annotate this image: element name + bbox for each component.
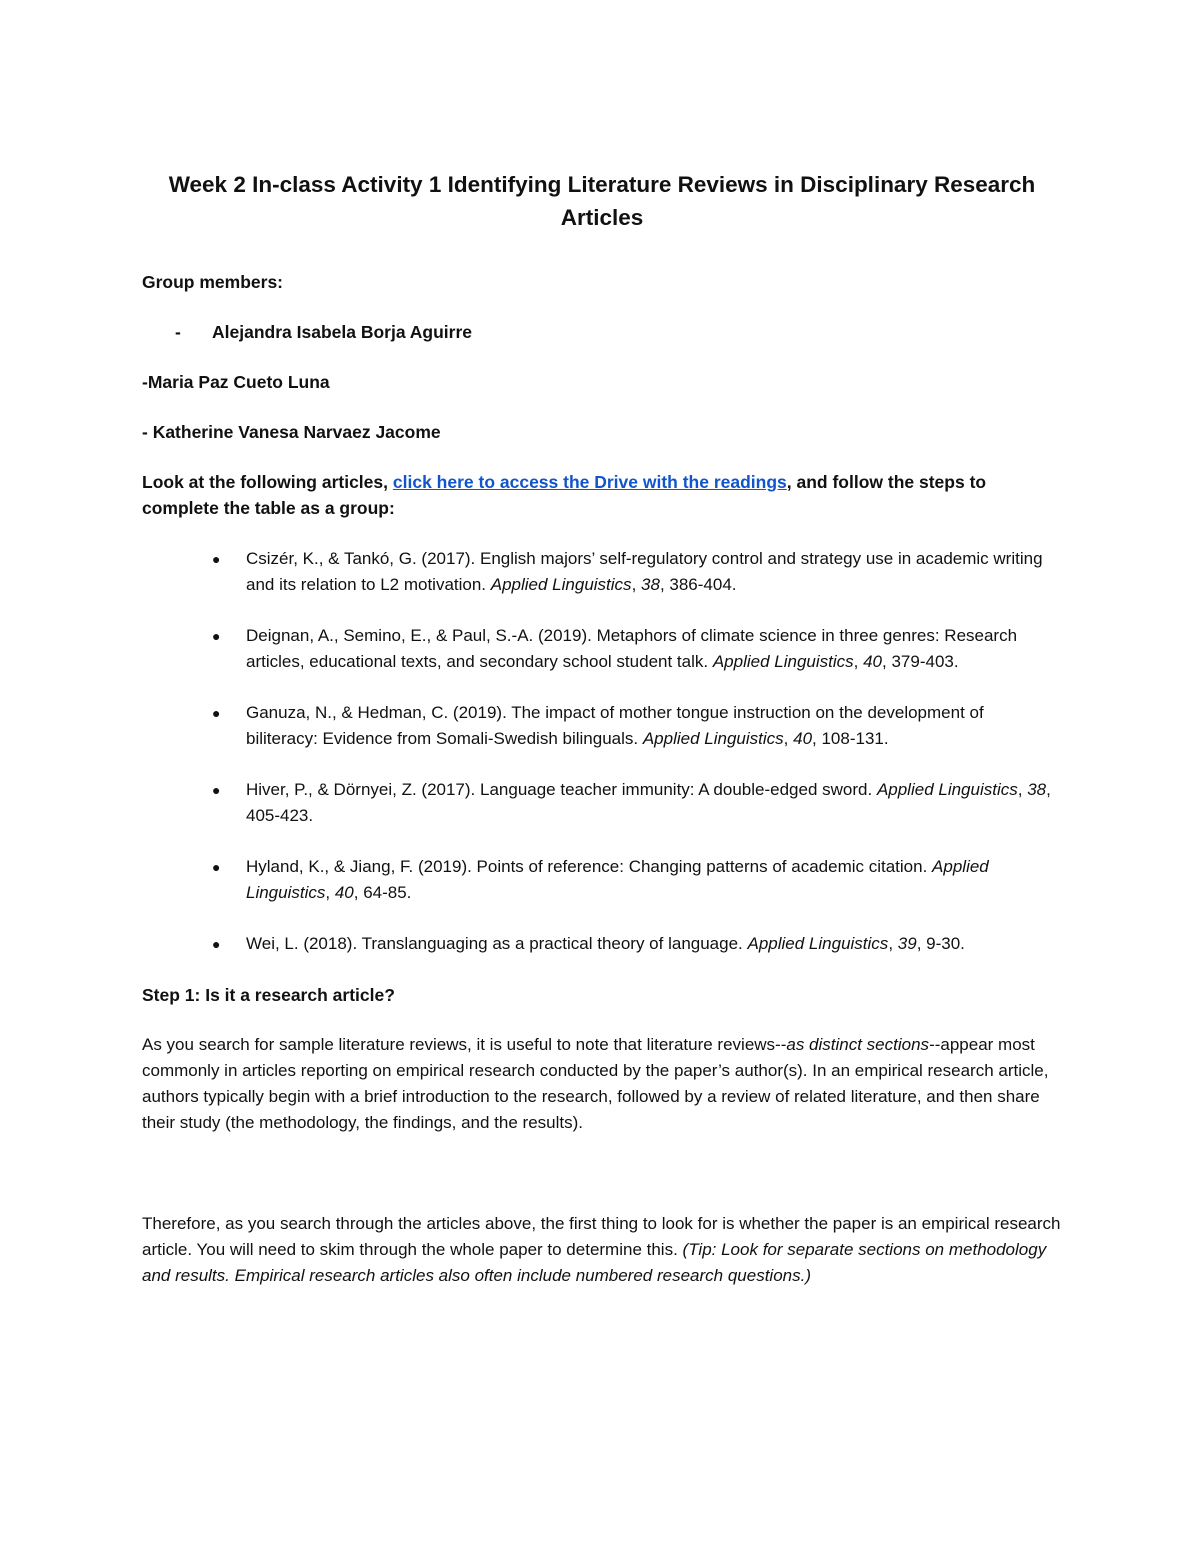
- paragraph-emphasis: as distinct sections: [786, 1035, 930, 1054]
- reference-item: [142, 854, 1062, 906]
- member-1-dash: -: [175, 322, 181, 342]
- reference-text: [246, 854, 1062, 906]
- reference-citation: Ganuza, N., & Hedman, C. (2019). The impact of mother tongue instruction on the development of biliteracy: Evidence from Somali-Swedish bilinguals.: [246, 703, 984, 748]
- reference-text: [246, 931, 1062, 957]
- reference-volume: 38: [1027, 780, 1047, 799]
- reference-item: [142, 623, 1062, 675]
- reference-citation: Deignan, A., Semino, E., & Paul, S.-A. (2019). Metaphors of climate science in three genres: Research articles, educational texts, and secondary school student talk.: [246, 626, 1018, 671]
- reference-volume: 40: [863, 652, 883, 671]
- step-1-heading: Step 1: Is it a research article?: [142, 985, 395, 1005]
- reference-journal: Applied Linguistics: [246, 857, 989, 902]
- reference-volume: 40: [793, 729, 813, 748]
- document-page: [142, 168, 1062, 1289]
- member-1-name: Alejandra Isabela Borja Aguirre: [212, 322, 472, 342]
- reference-separator: ,: [888, 934, 898, 953]
- instructions-text-after: , and follow the steps to complete the table as a group:: [142, 472, 987, 518]
- member-1: [142, 319, 1062, 345]
- reference-text: [246, 623, 1062, 675]
- reference-text: [246, 777, 1062, 829]
- tip-text: (Tip: Look for separate sections on methodology and results. Empirical research articles also often include numbered research questions.): [142, 1240, 1047, 1285]
- reference-item: [142, 931, 1062, 957]
- reference-citation: Hyland, K., & Jiang, F. (2019). Points of reference: Changing patterns of academic citation.: [246, 857, 933, 876]
- reference-pages: , 379-403.: [882, 652, 959, 671]
- reference-volume: 38: [641, 575, 660, 594]
- reference-pages: , 386-404.: [659, 575, 737, 594]
- reference-volume: 39: [897, 934, 917, 953]
- reference-item: [142, 546, 1062, 598]
- reference-text: [246, 700, 1062, 752]
- reference-volume: 40: [334, 883, 354, 902]
- paragraph-text: --appear most commonly in articles reporting on empirical research conducted by the paper’s author(s). In an empirical research article, authors typically begin with a brief introduction to the research, followed by a review of related literature, and then share their study (the methodology, the findings, and the results).: [142, 1035, 1049, 1132]
- instructions-text-before: Look at the following articles,: [142, 472, 393, 492]
- reference-item: [142, 700, 1062, 752]
- step-1-paragraph-1: [142, 1032, 1062, 1136]
- paragraph-text: As you search for sample literature reviews, it is useful to note that literature reviews--: [142, 1035, 787, 1054]
- reference-separator: ,: [631, 575, 642, 594]
- group-members-label: Group members:: [142, 272, 283, 292]
- reference-list: [142, 546, 1062, 957]
- reference-pages: , 64-85.: [353, 883, 412, 902]
- member-3: - Katherine Vanesa Narvaez Jacome: [142, 422, 441, 442]
- member-2: -Maria Paz Cueto Luna: [142, 372, 330, 392]
- reference-journal: Applied Linguistics: [876, 780, 1018, 799]
- page-title: Week 2 In-class Activity 1 Identifying Literature Reviews in Disciplinary Research Articles: [168, 172, 1036, 230]
- drive-readings-link[interactable]: click here to access the Drive with the readings: [392, 472, 787, 492]
- reference-separator: ,: [853, 652, 864, 671]
- bullet-icon: ●: [212, 551, 221, 567]
- instructions-paragraph: [142, 469, 1062, 521]
- reference-pages: , 405-423.: [246, 780, 1051, 825]
- reference-separator: ,: [783, 729, 794, 748]
- bullet-icon: ●: [212, 859, 221, 875]
- reference-journal: Applied Linguistics: [642, 729, 784, 748]
- reference-pages: , 9-30.: [916, 934, 965, 953]
- bullet-icon: ●: [212, 705, 221, 721]
- bullet-icon: ●: [212, 782, 221, 798]
- reference-separator: ,: [1017, 780, 1028, 799]
- reference-separator: ,: [325, 883, 335, 902]
- reference-journal: Applied Linguistics: [747, 934, 889, 953]
- reference-journal: Applied Linguistics: [712, 652, 854, 671]
- reference-pages: , 108-131.: [812, 729, 889, 748]
- reference-citation: Wei, L. (2018). Translanguaging as a practical theory of language.: [246, 934, 748, 953]
- paragraph-text: Therefore, as you search through the articles above, the first thing to look for is whether the paper is an empirical research article. You will need to skim through the whole paper to determine this.: [142, 1214, 1061, 1259]
- step-1-paragraph-2: [142, 1211, 1062, 1289]
- reference-item: [142, 777, 1062, 829]
- reference-citation: Csizér, K., & Tankó, G. (2017). English majors’ self-regulatory control and strategy use in academic writing and its relation to L2 motivation.: [246, 549, 1043, 594]
- reference-text: [246, 546, 1062, 598]
- bullet-icon: ●: [212, 936, 221, 952]
- reference-citation: Hiver, P., & Dörnyei, Z. (2017). Language teacher immunity: A double-edged sword.: [246, 780, 877, 799]
- reference-journal: Applied Linguistics: [490, 575, 632, 594]
- bullet-icon: ●: [212, 628, 221, 644]
